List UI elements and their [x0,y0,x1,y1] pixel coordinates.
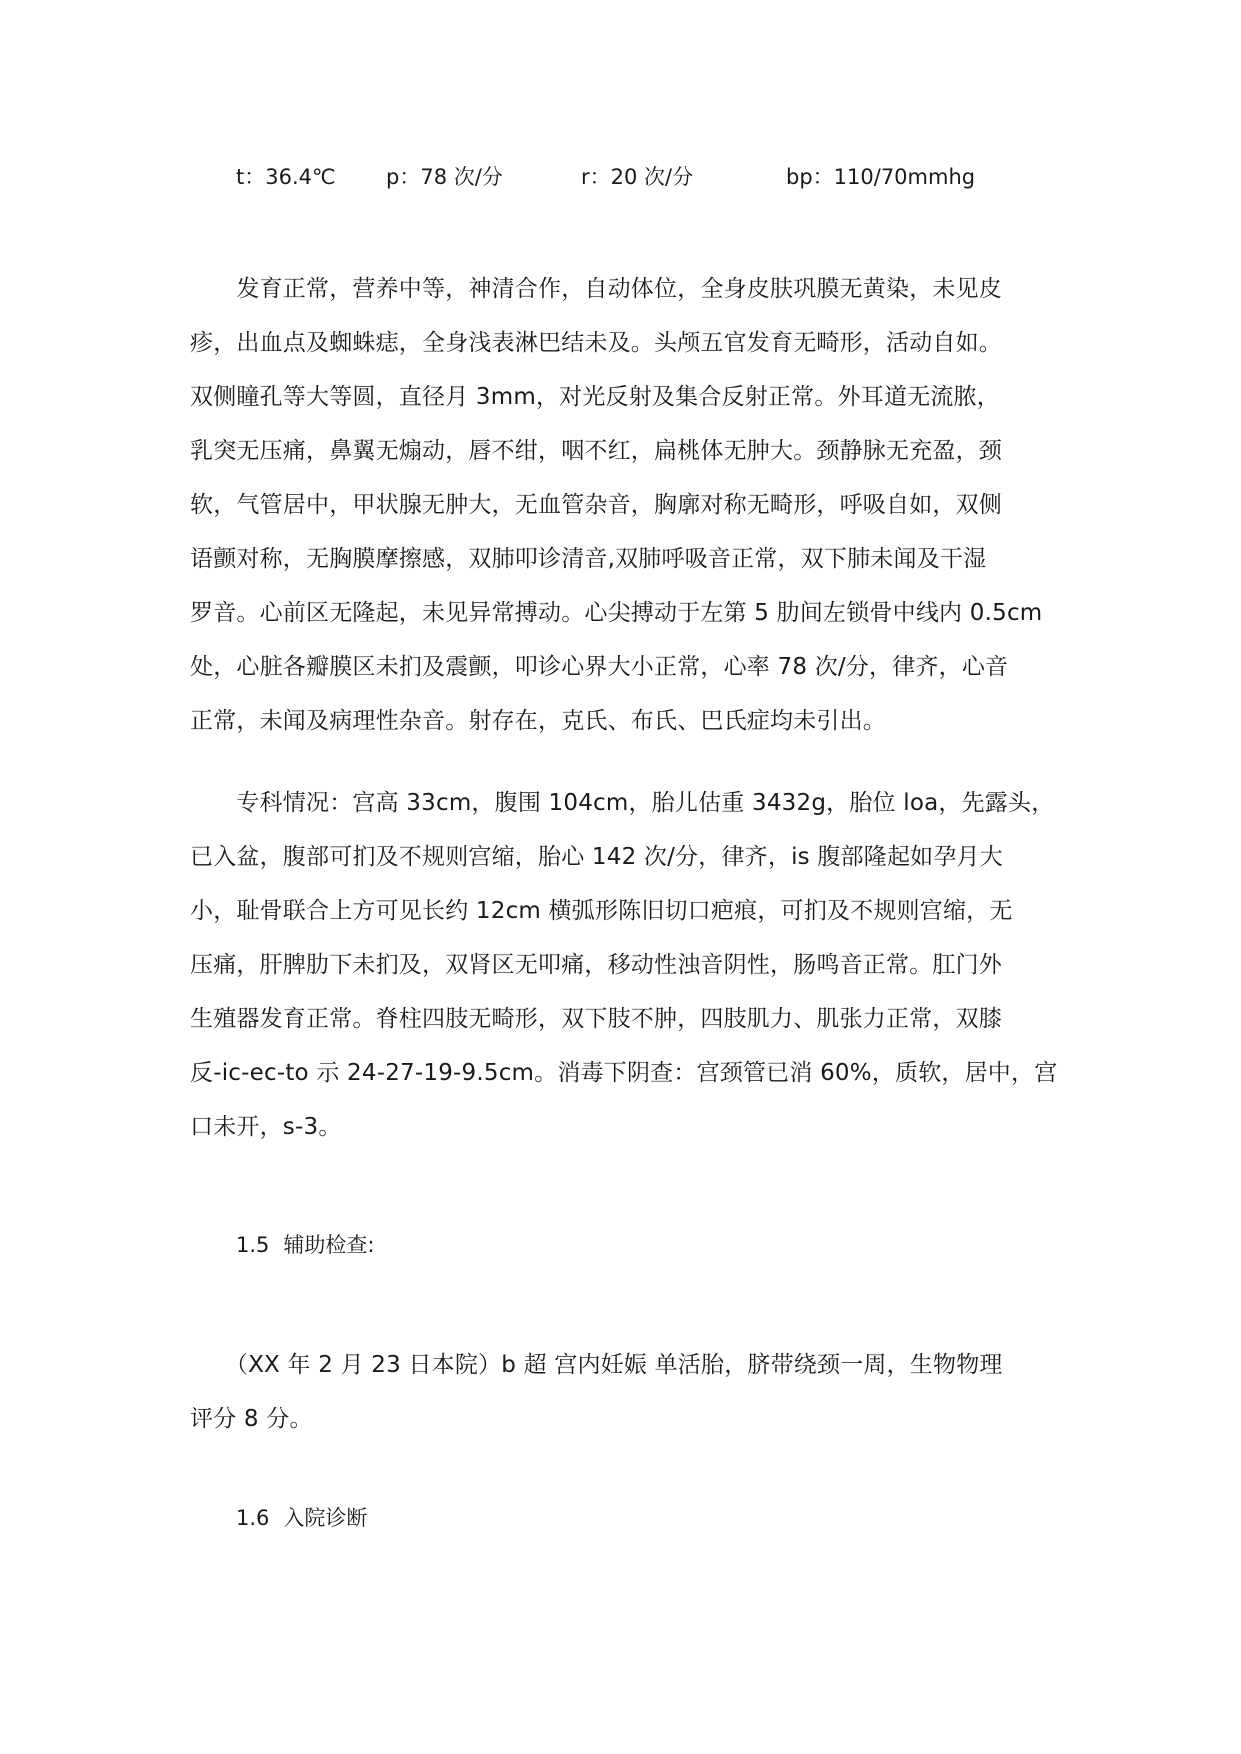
section-title: 辅助检查: [283,1233,375,1257]
section-title: 入院诊断 [283,1506,368,1530]
specialty-exam-paragraph [190,776,1060,1154]
section-heading-1-5 [236,1228,388,1262]
section-number: 1.6 [236,1506,270,1530]
text-line: 语颤对称，无胸膜摩擦感，双肺叩诊清音,双肺呼吸音正常，双下肺未闻及干湿 [190,546,987,572]
text-line: 口未开，s-3。 [190,1114,342,1140]
text-line: 乳突无压痛，鼻翼无煽动，唇不绀，咽不红，扁桃体无肿大。颈静脉无充盈，颈 [190,438,1002,464]
text-line: 评分 8 分。 [190,1406,313,1432]
section-heading-1-6 [236,1501,381,1535]
section-number: 1.5 [236,1233,270,1257]
text-line: 处，心脏各瓣膜区未扪及震颤，叩诊心界大小正常，心率 78 次/分，律齐，心音 [190,654,1009,680]
text-line: （XX 年 2 月 23 日本院）b 超 宫内妊娠 单活胎，脐带绕颈一周，生物物理 [190,1352,1003,1378]
pulse: p：78 次/分 [386,165,503,189]
auxiliary-exam-paragraph [190,1338,1060,1446]
text-line: 软，气管居中，甲状腺无肿大，无血管杂音，胸廓对称无畸形，呼吸自如，双侧 [190,492,1002,518]
text-line: 专科情况：宫高 33cm，腹围 104cm，胎儿估重 3432g，胎位 loa，先露头， [190,790,1055,816]
respiration: r：20 次/分 [581,165,694,189]
text-line: 正常，未闻及病理性杂音。射存在，克氏、布氏、巴氏症均未引出。 [190,708,886,734]
text-line: 生殖器发育正常。脊柱四肢无畸形，双下肢不肿，四肢肌力、肌张力正常，双膝 [190,1006,1002,1032]
temperature: t：36.4℃ [236,165,336,189]
text-line: 疹，出血点及蜘蛛痣，全身浅表淋巴结未及。头颅五官发育无畸形，活动自如。 [190,330,1002,356]
text-line: 小，耻骨联合上方可见长约 12cm 横弧形陈旧切口疤痕，可扪及不规则宫缩，无 [190,898,1013,924]
blood-pressure: bp：110/70mmhg [786,165,976,189]
text-line: 已入盆，腹部可扪及不规则宫缩，胎心 142 次/分，律齐，is 腹部隆起如孕月大 [190,844,1003,870]
text-line: 发育正常，营养中等，神清合作，自动体位，全身皮肤巩膜无黄染，未见皮 [190,276,1002,302]
text-line: 双侧瞳孔等大等圆，直径月 3mm，对光反射及集合反射正常。外耳道无流脓， [190,384,1000,410]
text-line: 反-ic-ec-to 示 24-27-19-9.5cm。消毒下阴查：宫颈管已消 60%，质软，居中，宫 [190,1060,1058,1086]
text-line: 压痛，肝脾肋下未扪及，双肾区无叩痛，移动性浊音阴性，肠鸣音正常。肛门外 [190,952,1002,978]
text-line: 罗音。心前区无隆起，未见异常搏动。心尖搏动于左第 5 肋间左锁骨中线内 0.5cm [190,600,1043,626]
physical-exam-paragraph [190,262,1060,748]
